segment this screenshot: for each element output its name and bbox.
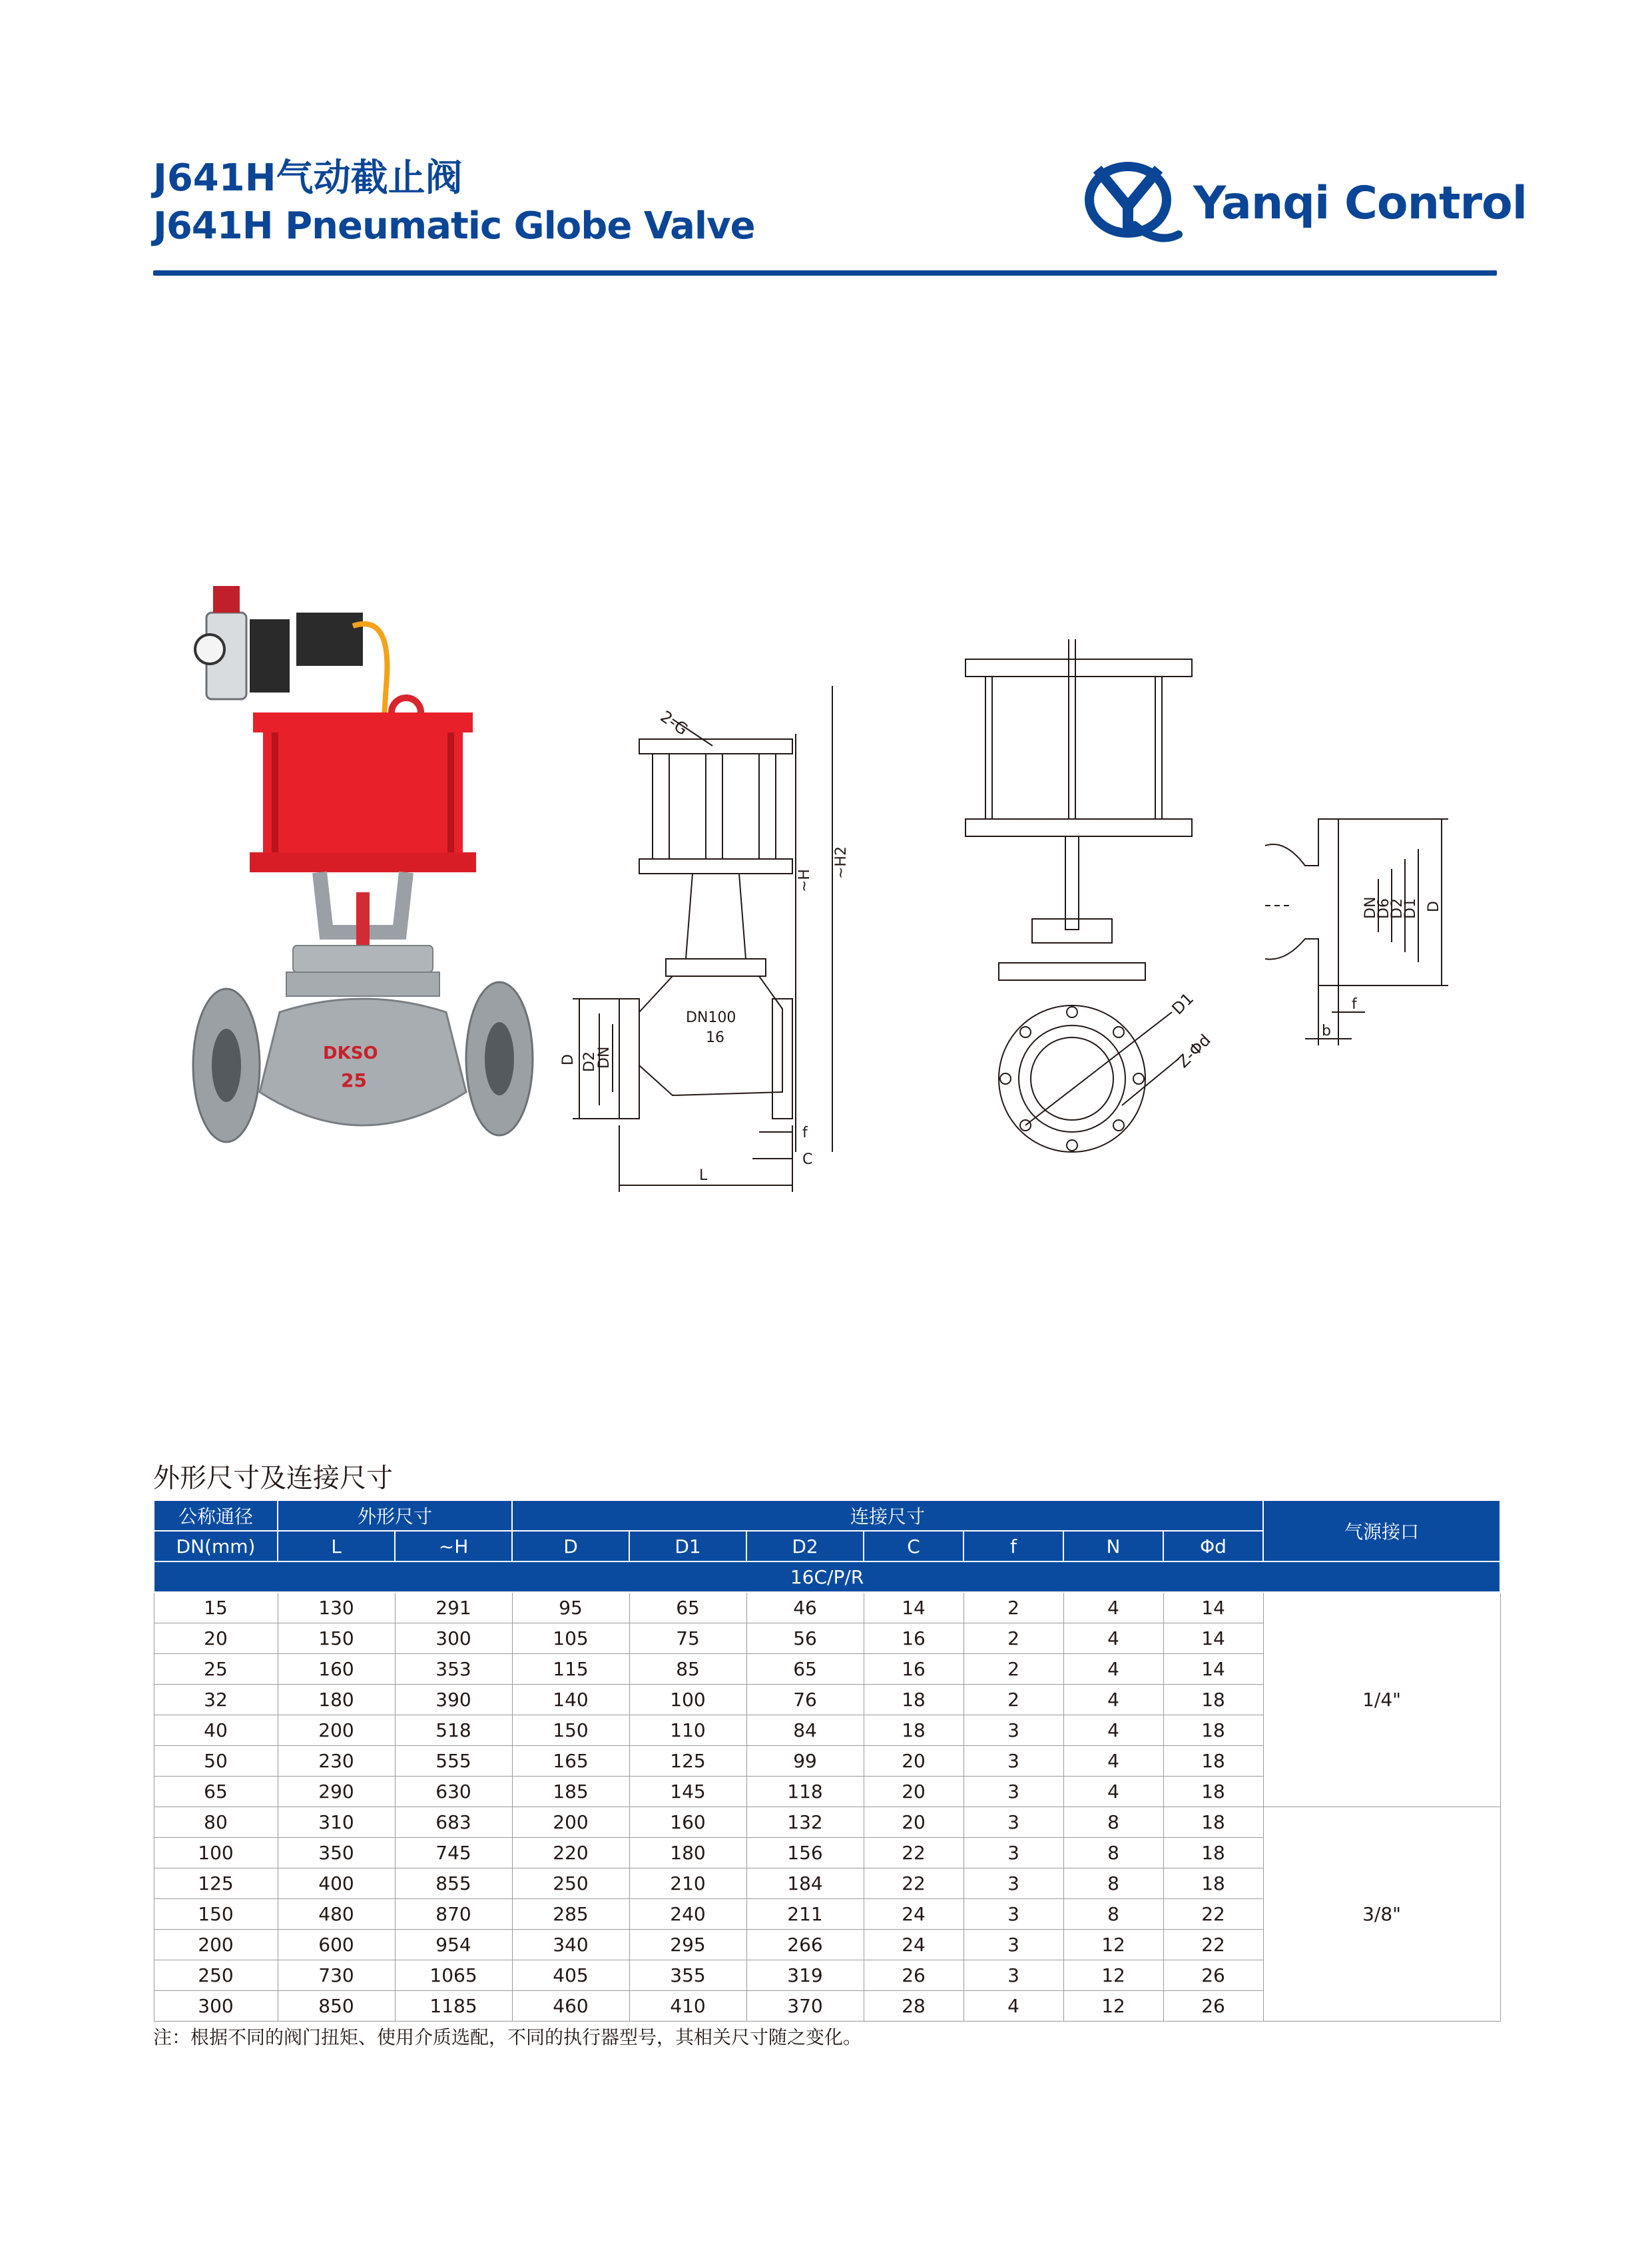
flange-label-b: b xyxy=(1322,1023,1331,1039)
table-row xyxy=(154,1807,1500,1838)
table-cell: 555 xyxy=(395,1746,512,1777)
table-cell: 3 xyxy=(964,1777,1063,1807)
header-col-h: ~H xyxy=(395,1531,512,1561)
header-col-d2: D2 xyxy=(746,1531,864,1561)
table-cell: 210 xyxy=(629,1868,746,1899)
table-cell: 4 xyxy=(1063,1685,1163,1715)
header-nominal: 公称通径 xyxy=(154,1500,278,1531)
table-cell: 240 xyxy=(629,1899,746,1930)
table-cell: 200 xyxy=(512,1807,629,1838)
table-cell: 2 xyxy=(964,1592,1063,1623)
table-cell: 300 xyxy=(395,1623,512,1654)
table-cell: 1065 xyxy=(395,1960,512,1991)
table-cell: 18 xyxy=(1163,1868,1263,1899)
table-cell: 319 xyxy=(746,1960,864,1991)
table-cell: 211 xyxy=(746,1899,864,1930)
table-cell: 16 xyxy=(864,1654,964,1685)
table-cell: 3 xyxy=(964,1868,1063,1899)
table-cell: 130 xyxy=(278,1592,395,1623)
table-cell: 2 xyxy=(964,1623,1063,1654)
table-cell: 405 xyxy=(512,1960,629,1991)
table-cell: 460 xyxy=(512,1991,629,2022)
table-cell: 200 xyxy=(278,1715,395,1746)
label-dim-h2: ~H2 xyxy=(833,846,850,879)
label-dim-l: L xyxy=(699,1167,708,1184)
label-dim-f: f xyxy=(802,1125,808,1141)
table-cell: 370 xyxy=(746,1991,864,2022)
table-cell: 518 xyxy=(395,1715,512,1746)
table-cell: 20 xyxy=(154,1623,278,1654)
table-cell: 110 xyxy=(629,1715,746,1746)
yq-logo-icon xyxy=(1079,160,1185,246)
table-cell: 18 xyxy=(864,1685,964,1715)
table-cell: 870 xyxy=(395,1899,512,1930)
label-dim-c: C xyxy=(802,1151,813,1168)
table-cell: 156 xyxy=(746,1838,864,1868)
table-cell: 28 xyxy=(864,1991,964,2022)
table-cell: 3 xyxy=(964,1960,1063,1991)
table-cell: 14 xyxy=(1163,1654,1263,1685)
table-cell: 285 xyxy=(512,1899,629,1930)
table-cell: 22 xyxy=(864,1868,964,1899)
table-cell: 850 xyxy=(278,1991,395,2022)
table-cell: 480 xyxy=(278,1899,395,1930)
table-cell: 84 xyxy=(746,1715,864,1746)
table-cell: 14 xyxy=(1163,1592,1263,1623)
table-cell: 22 xyxy=(1163,1899,1263,1930)
table-cell: 8 xyxy=(1063,1899,1163,1930)
table-cell: 26 xyxy=(864,1960,964,1991)
table-cell: 3 xyxy=(964,1899,1063,1930)
table-cell: 3 xyxy=(964,1715,1063,1746)
label-dim-d1: D1 xyxy=(1168,989,1198,1019)
table-cell: 18 xyxy=(1163,1746,1263,1777)
table-cell: 22 xyxy=(1163,1930,1263,1960)
table-cell: 85 xyxy=(629,1654,746,1685)
header-nominal-unit: DN(mm) xyxy=(154,1531,278,1561)
table-cell: 745 xyxy=(395,1838,512,1868)
air-connection-cell: 3/8" xyxy=(1263,1807,1500,2022)
table-cell: 855 xyxy=(395,1868,512,1899)
label-flange-g: 2-G xyxy=(657,706,692,739)
header-outline: 外形尺寸 xyxy=(278,1500,512,1531)
page-title-chinese: J641H气动截止阀 xyxy=(153,156,463,200)
label-pn: 16 xyxy=(706,1029,724,1046)
table-cell: 12 xyxy=(1063,1960,1163,1991)
table-cell: 24 xyxy=(864,1899,964,1930)
pressure-class-row xyxy=(154,1561,1500,1592)
flange-label-d6: D6 xyxy=(1376,898,1392,919)
table-cell: 250 xyxy=(512,1868,629,1899)
table-cell: 1185 xyxy=(395,1991,512,2022)
table-cell: 4 xyxy=(1063,1592,1163,1623)
body-marking-top: DKSO xyxy=(323,1043,378,1063)
table-cell: 56 xyxy=(746,1623,864,1654)
header-divider xyxy=(153,270,1497,276)
table-cell: 3 xyxy=(964,1930,1063,1960)
table-cell: 65 xyxy=(629,1592,746,1623)
table-cell: 95 xyxy=(512,1592,629,1623)
table-cell: 400 xyxy=(278,1868,395,1899)
product-photo xyxy=(186,586,559,1199)
table-cell: 150 xyxy=(512,1715,629,1746)
table-header-row-1 xyxy=(154,1500,1500,1531)
table-cell: 26 xyxy=(1163,1991,1263,2022)
label-dim-d2: D2 xyxy=(581,1051,598,1072)
table-cell: 18 xyxy=(864,1715,964,1746)
label-dim-holes: Z-Φd xyxy=(1173,1030,1215,1072)
table-footnote: 注：根据不同的阀门扭矩、使用介质选配，不同的执行器型号，其相关尺寸随之变化。 xyxy=(153,2026,862,2048)
body-marking-bottom: 25 xyxy=(341,1069,367,1091)
table-cell: 180 xyxy=(629,1838,746,1868)
table-cell: 4 xyxy=(1063,1746,1163,1777)
table-cell: 4 xyxy=(1063,1654,1163,1685)
table-cell: 350 xyxy=(278,1838,395,1868)
table-cell: 40 xyxy=(154,1715,278,1746)
table-cell: 99 xyxy=(746,1746,864,1777)
air-connection-cell: 1/4" xyxy=(1263,1592,1500,1807)
table-cell: 8 xyxy=(1063,1807,1163,1838)
flange-label-d: D xyxy=(1426,901,1442,912)
table-cell: 390 xyxy=(395,1685,512,1715)
table-cell: 200 xyxy=(154,1930,278,1960)
table-cell: 165 xyxy=(512,1746,629,1777)
flange-label-f: f xyxy=(1352,996,1357,1013)
table-cell: 145 xyxy=(629,1777,746,1807)
table-cell: 954 xyxy=(395,1930,512,1960)
flange-detail-drawing xyxy=(1252,812,1465,1065)
table-cell: 65 xyxy=(154,1777,278,1807)
table-cell: 32 xyxy=(154,1685,278,1715)
table-cell: 730 xyxy=(278,1960,395,1991)
label-dim-dn: DN xyxy=(596,1046,613,1069)
table-cell: 65 xyxy=(746,1654,864,1685)
table-cell: 8 xyxy=(1063,1838,1163,1868)
table-cell: 295 xyxy=(629,1930,746,1960)
table-cell: 250 xyxy=(154,1960,278,1991)
table-section-title: 外形尺寸及连接尺寸 xyxy=(153,1463,393,1494)
table-cell: 100 xyxy=(629,1685,746,1715)
flange-label-d2: D2 xyxy=(1389,898,1406,919)
label-dim-h: ~H xyxy=(796,869,813,892)
table-cell: 24 xyxy=(864,1930,964,1960)
table-cell: 300 xyxy=(154,1991,278,2022)
table-cell: 353 xyxy=(395,1654,512,1685)
table-cell: 18 xyxy=(1163,1777,1263,1807)
table-cell: 75 xyxy=(629,1623,746,1654)
table-cell: 125 xyxy=(154,1868,278,1899)
table-cell: 18 xyxy=(1163,1685,1263,1715)
table-cell: 18 xyxy=(1163,1838,1263,1868)
header-col-d1: D1 xyxy=(629,1531,746,1561)
dimension-table xyxy=(153,1500,1501,2022)
table-cell: 140 xyxy=(512,1685,629,1715)
brand-logo xyxy=(1079,160,1527,246)
header-col-c: C xyxy=(864,1531,964,1561)
table-cell: 4 xyxy=(1063,1777,1163,1807)
label-dim-d: D xyxy=(560,1054,577,1065)
table-cell: 410 xyxy=(629,1991,746,2022)
table-cell: 105 xyxy=(512,1623,629,1654)
header-air: 气源接口 xyxy=(1263,1500,1500,1561)
label-dn: DN100 xyxy=(686,1009,736,1026)
table-cell: 310 xyxy=(278,1807,395,1838)
table-row xyxy=(154,1592,1500,1623)
table-cell: 180 xyxy=(278,1685,395,1715)
table-cell: 220 xyxy=(512,1838,629,1868)
flange-label-dn: DN xyxy=(1362,896,1379,919)
header-col-l: L xyxy=(278,1531,395,1561)
table-cell: 14 xyxy=(864,1592,964,1623)
table-cell: 16 xyxy=(864,1623,964,1654)
table-cell: 46 xyxy=(746,1592,864,1623)
table-cell: 630 xyxy=(395,1777,512,1807)
header-col-phid: Φd xyxy=(1163,1531,1263,1561)
table-cell: 600 xyxy=(278,1930,395,1960)
table-cell: 355 xyxy=(629,1960,746,1991)
table-cell: 3 xyxy=(964,1807,1063,1838)
table-cell: 184 xyxy=(746,1868,864,1899)
table-cell: 4 xyxy=(1063,1623,1163,1654)
table-cell: 683 xyxy=(395,1807,512,1838)
table-cell: 12 xyxy=(1063,1930,1163,1960)
table-body xyxy=(154,1592,1500,2022)
table-cell: 22 xyxy=(864,1838,964,1868)
table-cell: 3 xyxy=(964,1746,1063,1777)
table-cell: 266 xyxy=(746,1930,864,1960)
flange-label-d1: D1 xyxy=(1402,898,1419,919)
page-title-english: J641H Pneumatic Globe Valve xyxy=(153,204,755,248)
table-cell: 118 xyxy=(746,1777,864,1807)
table-cell: 18 xyxy=(1163,1807,1263,1838)
header-col-f: f xyxy=(964,1531,1063,1561)
table-cell: 115 xyxy=(512,1654,629,1685)
table-cell: 2 xyxy=(964,1685,1063,1715)
table-cell: 132 xyxy=(746,1807,864,1838)
table-cell: 125 xyxy=(629,1746,746,1777)
table-cell: 20 xyxy=(864,1777,964,1807)
table-cell: 3 xyxy=(964,1838,1063,1868)
front-view-drawing xyxy=(553,666,926,1212)
table-cell: 80 xyxy=(154,1807,278,1838)
header-col-n: N xyxy=(1063,1531,1163,1561)
table-cell: 150 xyxy=(154,1899,278,1930)
table-cell: 14 xyxy=(1163,1623,1263,1654)
table-cell: 2 xyxy=(964,1654,1063,1685)
table-cell: 50 xyxy=(154,1746,278,1777)
table-cell: 230 xyxy=(278,1746,395,1777)
table-cell: 160 xyxy=(629,1807,746,1838)
table-cell: 18 xyxy=(1163,1715,1263,1746)
table-cell: 76 xyxy=(746,1685,864,1715)
table-cell: 160 xyxy=(278,1654,395,1685)
side-view-drawing xyxy=(959,626,1239,1212)
table-cell: 15 xyxy=(154,1592,278,1623)
table-cell: 290 xyxy=(278,1777,395,1807)
table-cell: 20 xyxy=(864,1746,964,1777)
table-cell: 20 xyxy=(864,1807,964,1838)
table-cell: 4 xyxy=(1063,1715,1163,1746)
pressure-class: 16C/P/R xyxy=(154,1561,1500,1592)
table-cell: 8 xyxy=(1063,1868,1163,1899)
header-col-d: D xyxy=(512,1531,629,1561)
table-cell: 340 xyxy=(512,1930,629,1960)
table-cell: 12 xyxy=(1063,1991,1163,2022)
table-cell: 100 xyxy=(154,1838,278,1868)
header-connection: 连接尺寸 xyxy=(512,1500,1263,1531)
table-cell: 291 xyxy=(395,1592,512,1623)
table-cell: 185 xyxy=(512,1777,629,1807)
table-cell: 4 xyxy=(964,1991,1063,2022)
table-cell: 150 xyxy=(278,1623,395,1654)
brand-name: Yanqi Control xyxy=(1193,177,1527,230)
table-cell: 26 xyxy=(1163,1960,1263,1991)
table-cell: 25 xyxy=(154,1654,278,1685)
